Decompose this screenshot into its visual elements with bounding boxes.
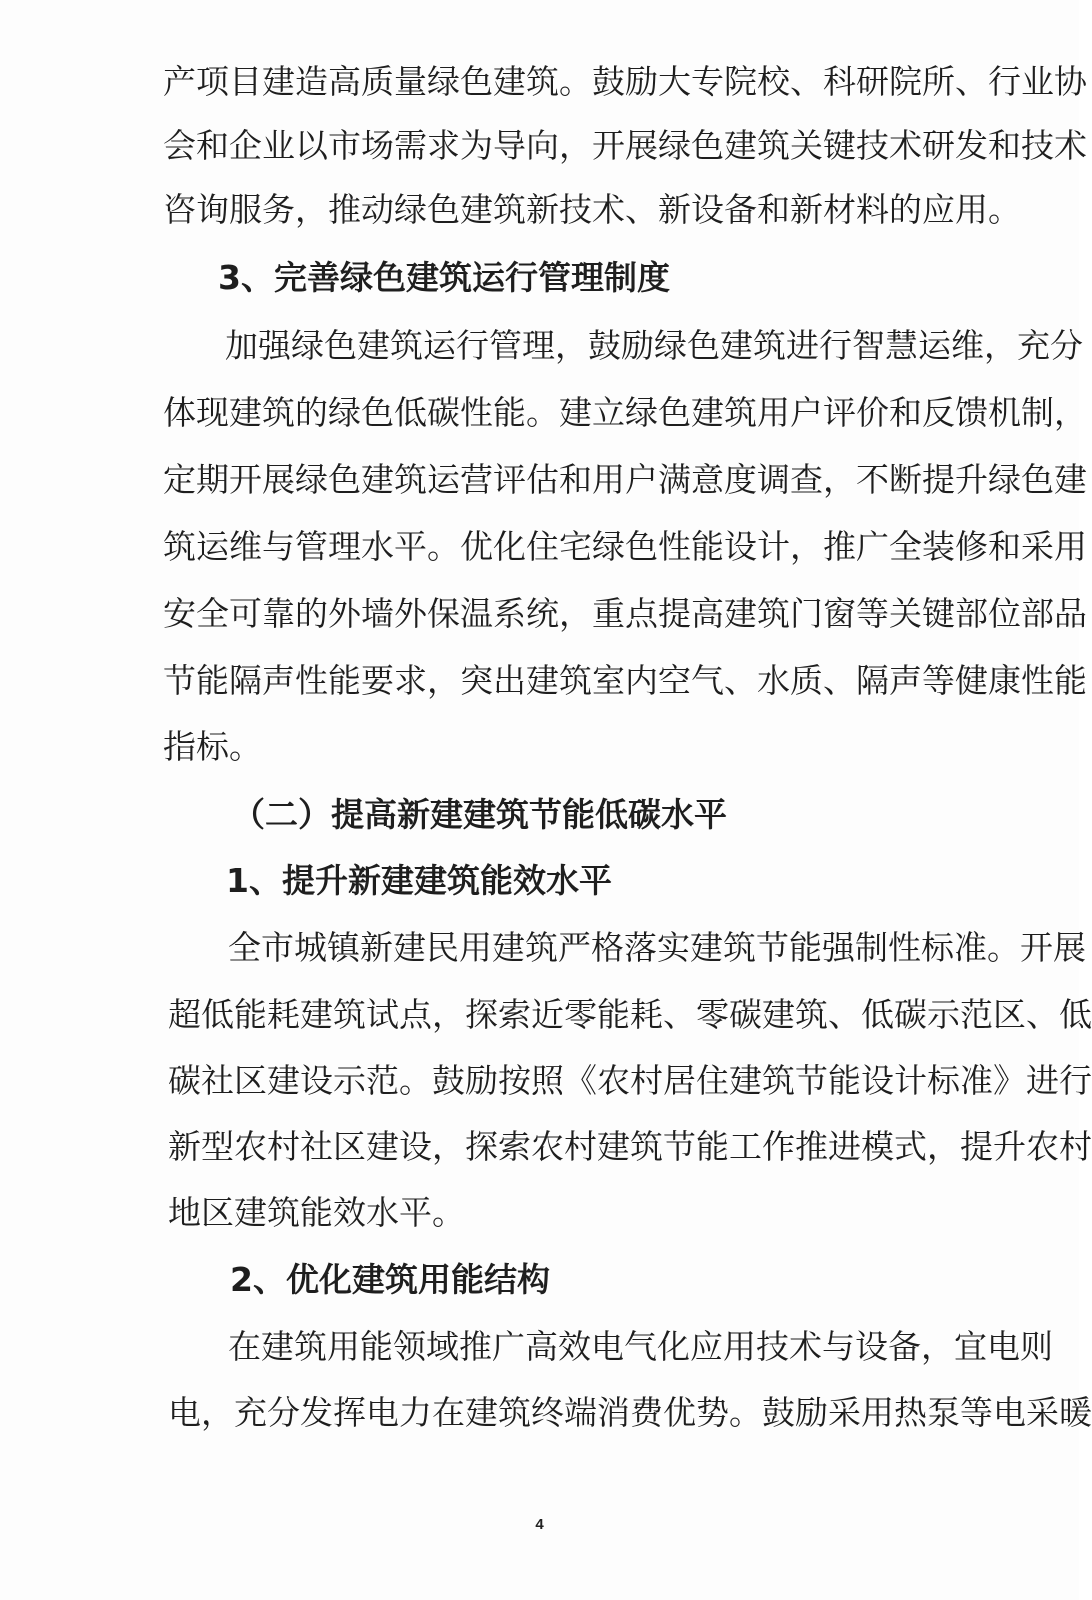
text-line: 超低能耗建筑试点，探索近零能耗、零碳建筑、低碳示范区、低 <box>168 995 1092 1034</box>
heading-text: （二）提高新建建筑节能低碳水平 <box>232 795 727 834</box>
text-line: 电，充分发挥电力在建筑终端消费优势。鼓励采用热泵等电采暖 <box>168 1393 1092 1432</box>
text-line: 加强绿色建筑运行管理，鼓励绿色建筑进行智慧运维，充分 <box>225 326 1083 365</box>
text-line: 节能隔声性能要求，突出建筑室内空气、水质、隔声等健康性能 <box>163 661 1087 700</box>
text-line: 筑运维与管理水平。优化住宅绿色性能设计，推广全装修和采用 <box>163 527 1087 566</box>
text-line: 会和企业以市场需求为导向，开展绿色建筑关键技术研发和技术 <box>163 126 1087 165</box>
text-line: 新型农村社区建设，探索农村建筑节能工作推进模式，提升农村 <box>168 1127 1092 1166</box>
heading-text: 2、优化建筑用能结构 <box>230 1260 550 1299</box>
heading-text: 1、提升新建建筑能效水平 <box>226 861 612 900</box>
text-line: 指标。 <box>163 727 262 766</box>
text-line: 定期开展绿色建筑运营评估和用户满意度调查，不断提升绿色建 <box>163 460 1087 499</box>
text-line: 体现建筑的绿色低碳性能。建立绿色建筑用户评价和反馈机制， <box>163 393 1087 432</box>
text-line: 在建筑用能领域推广高效电气化应用技术与设备，宜电则 <box>228 1327 1053 1366</box>
heading-text: 3、完善绿色建筑运行管理制度 <box>218 258 670 297</box>
text-line: 安全可靠的外墙外保温系统，重点提高建筑门窗等关键部位部品 <box>163 594 1087 633</box>
page-number: 4 <box>535 1516 544 1533</box>
text-line: 碳社区建设示范。鼓励按照《农村居住建筑节能设计标准》进行 <box>168 1061 1092 1100</box>
text-line: 全市城镇新建民用建筑严格落实建筑节能强制性标准。开展 <box>228 928 1086 967</box>
text-line: 咨询服务，推动绿色建筑新技术、新设备和新材料的应用。 <box>163 190 1021 229</box>
text-line: 地区建筑能效水平。 <box>168 1193 465 1232</box>
text-line: 产项目建造高质量绿色建筑。鼓励大专院校、科研院所、行业协 <box>163 62 1087 101</box>
